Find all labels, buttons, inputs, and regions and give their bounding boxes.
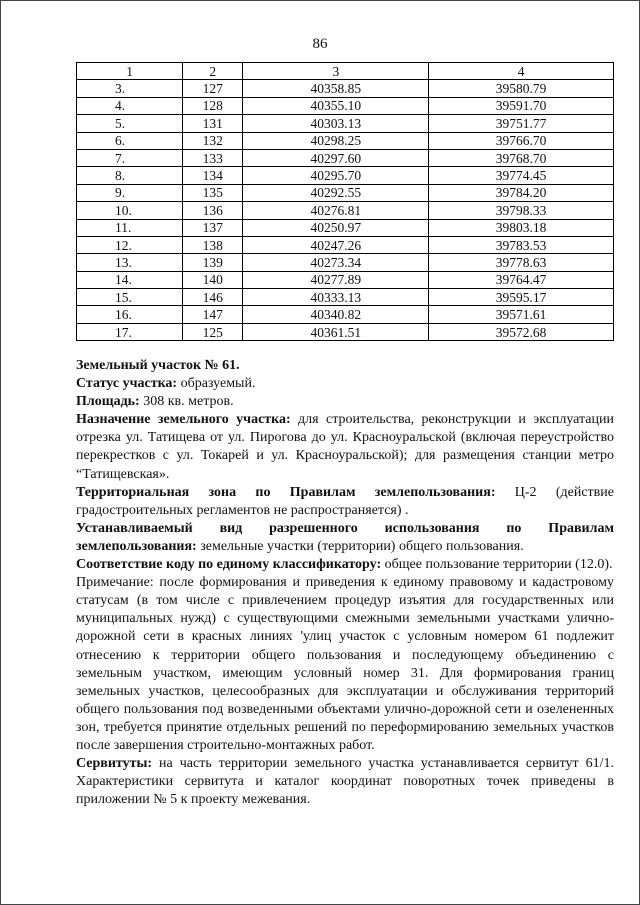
status-label: Статус участка: [76,376,178,392]
table-cell: 146 [183,289,243,306]
table-cell: 131 [183,115,243,132]
table-cell: 6. [77,132,183,149]
table-cell: 40276.81 [243,202,429,219]
table-cell: 127 [183,80,243,97]
table-header-cell: 3 [243,63,429,80]
purpose-label: Назначение земельного участка: [76,412,291,428]
table-cell: 140 [183,271,243,288]
table-header-cell: 2 [183,63,243,80]
table-cell: 13. [77,254,183,271]
note-paragraph: Примечание: после формирования и приведения к единому правовому и кадастровому статусам (в том числе с привлечением процедур изъятия для государственных или муниципальных нужд) с существующими смежными земельными участками улично-дорожной сети в красных линиях 'улиц участок с условным номером 61 подлежит отнесению к территории общего пользования и последующему объединению с земельным участком, имеющим условный номер 31. Для формирования границ земельных участков, целесообразных для эксплуатации и обслуживания территорий общего пользования под возведенными объектами улично-дорожной сети и озелененных зон, требуется принятие отдельных решений по переформированию земельных участков после завершения строительно-монтажных работ. [76,575,614,753]
page-number: 86 [312,36,328,52]
table-cell: 15. [77,289,183,306]
table-cell: 39774.45 [429,167,614,184]
area-label: Площадь: [76,394,140,410]
table-cell: 40303.13 [243,115,429,132]
table-row [77,184,614,201]
table-row [77,132,614,149]
table-cell: 10. [77,202,183,219]
table-cell: 135 [183,184,243,201]
table-cell: 39751.77 [429,115,614,132]
table-cell: 40361.51 [243,323,429,340]
use-value: земельные участки (территории) общего пользования. [196,538,524,554]
table-cell: 40250.97 [243,219,429,236]
table-cell: 40333.13 [243,289,429,306]
table-cell: 11. [77,219,183,236]
status-value: образуемый. [177,376,256,392]
table-cell: 39768.70 [429,149,614,166]
zone-value: Ц-2 (действие градостроительных регламентов не распространяется) . [76,484,614,518]
table-cell: 39591.70 [429,97,614,114]
purpose-value: для строительства, реконструкции и эксплуатации отрезка ул. Татищева от ул. Пирогова до ул. Красноуральской (включая переустройство перекрестков с ул. Токарей и ул. Красноуральской); для размещения станции метро “Татищевская». [76,412,614,482]
table-cell: 40295.70 [243,167,429,184]
coordinates-table [76,62,614,341]
table-cell: 39764.47 [429,271,614,288]
table-header-cell: 1 [77,63,183,80]
table-row [77,289,614,306]
table-cell: 128 [183,97,243,114]
table-row [77,202,614,219]
table-row [77,80,614,97]
table-cell: 7. [77,149,183,166]
table-cell: 139 [183,254,243,271]
table-cell: 39798.33 [429,202,614,219]
table-header-cell: 4 [429,63,614,80]
table-cell: 138 [183,236,243,253]
table-cell: 40358.85 [243,80,429,97]
table-cell: 40298.25 [243,132,429,149]
table-cell: 9. [77,184,183,201]
table-row [77,149,614,166]
table-row [77,254,614,271]
table-row [77,97,614,114]
classifier-label: Соответствие коду по единому классификатору: [76,557,382,573]
table-cell: 3. [77,80,183,97]
table-cell: 39572.68 [429,323,614,340]
table-row [77,167,614,184]
table-cell: 14. [77,271,183,288]
table-cell: 40355.10 [243,97,429,114]
servitude-value: на часть территории земельного участка устанавливается сервитут 61/1. Характеристики сервитута и каталог координат поворотных точек приведены в приложении № 5 к проекту межевания. [76,756,614,808]
table-cell: 17. [77,323,183,340]
table-row [77,115,614,132]
table-cell: 39784.20 [429,184,614,201]
table-cell: 132 [183,132,243,149]
table-body [77,80,614,341]
table-cell: 39778.63 [429,254,614,271]
table-row [77,219,614,236]
table-cell: 40277.89 [243,271,429,288]
servitude-label: Сервитуты: [76,756,153,772]
table-cell: 39766.70 [429,132,614,149]
table-cell: 133 [183,149,243,166]
table-cell: 39595.17 [429,289,614,306]
table-cell: 39571.61 [429,306,614,323]
table-cell: 40340.82 [243,306,429,323]
table-cell: 40292.55 [243,184,429,201]
table-cell: 39783.53 [429,236,614,253]
table-cell: 136 [183,202,243,219]
table-cell: 147 [183,306,243,323]
table-cell: 4. [77,97,183,114]
area-value: 308 кв. метров. [139,394,234,410]
table-cell: 16. [77,306,183,323]
table-cell: 5. [77,115,183,132]
table-cell: 12. [77,236,183,253]
table-cell: 39803.18 [429,219,614,236]
table-cell: 134 [183,167,243,184]
use-label: Устанавливаемый вид разрешенного использования по Правилам землепользования: [76,520,614,554]
table-cell: 39580.79 [429,80,614,97]
plot-title: Земельный участок № 61. [76,358,240,373]
table-row [77,306,614,323]
table-cell: 40247.26 [243,236,429,253]
table-cell: 8. [77,167,183,184]
land-plot-description [76,357,614,809]
table-cell: 125 [183,323,243,340]
table-row [77,236,614,253]
table-row [77,323,614,340]
classifier-value: общее пользование территории (12.0). [381,557,613,573]
table-cell: 40273.34 [243,254,429,271]
table-row [77,271,614,288]
zone-label: Территориальная зона по Правилам землепользования: [76,484,496,500]
table-cell: 137 [183,219,243,236]
table-cell: 40297.60 [243,149,429,166]
table-header-row [77,63,614,80]
